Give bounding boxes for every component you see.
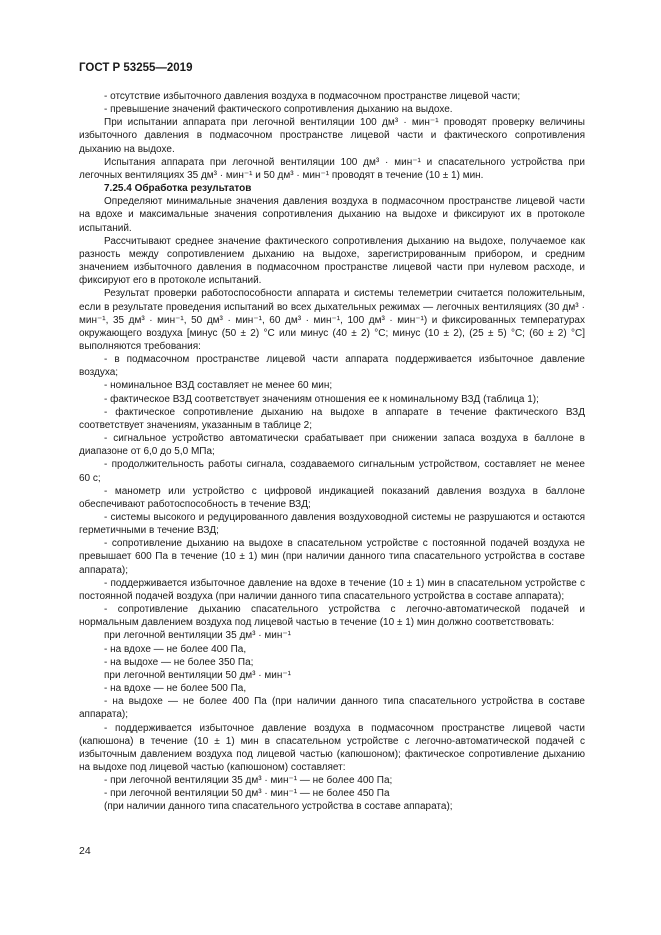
paragraph: Определяют минимальные значения давления воздуха в подмасочном пространстве лицевой части на вдохе и максимальные значения сопротивления дыханию на выдохе и фиксируют их в протоколе испытаний. xyxy=(79,196,585,234)
paragraph: При испытании аппарата при легочной вентиляции 100 дм³ · мин⁻¹ проводят проверку величины избыточного давления в подмасочном пространстве лицевой части и фактического сопротивления дыханию на выдохе. xyxy=(79,117,585,155)
list-item: - сопротивление дыханию спасательного устройства с легочно-автоматической подачей и нормальным давлением воздуха под лицевой частью в течение (10 ± 1) мин должно соответствовать: xyxy=(79,604,585,629)
list-item: (при наличии данного типа спасательного устройства в составе аппарата); xyxy=(104,801,453,813)
list-item: - в подмасочном пространстве лицевой части аппарата поддерживается избыточное давление воздуха; xyxy=(79,354,585,379)
document-body xyxy=(79,90,585,814)
list-item: - на выдохе — не более 350 Па; xyxy=(104,656,254,668)
list-item: - поддерживается избыточное давление воздуха в подмасочном пространстве лицевой части (капюшона) в течение (10 ± 1) мин в спасательном устройстве с легочно-автоматической подачей с избыточным давлением воздуха под лицевой частью (капюшоном); фактическое сопротивление дыханию на выдохе под лицевой частью (капюшоном) составляет: xyxy=(79,722,585,773)
paragraph: - превышение значений фактического сопротивления дыханию на выдохе. xyxy=(104,104,453,116)
list-item: - на вдохе — не более 500 Па, xyxy=(104,683,247,695)
list-item: - системы высокого и редуцированного давления воздуховодной системы не разрушаются и остаются герметичными в течение ВЗД; xyxy=(79,512,585,537)
list-item: - сигнальное устройство автоматически срабатывает при снижении запаса воздуха в баллоне в диапазоне от 6,0 до 5,0 МПа; xyxy=(79,433,585,458)
list-item: при легочной вентиляции 50 дм³ · мин⁻¹ xyxy=(104,669,291,681)
list-item: - при легочной вентиляции 50 дм³ · мин⁻¹ — не более 450 Па xyxy=(104,788,390,800)
list-item: - фактическое ВЗД соответствует значениям отношения ее к номинальному ВЗД (таблица 1); xyxy=(104,393,539,405)
list-item: - на вдохе — не более 400 Па, xyxy=(104,643,247,655)
paragraph: Результат проверки работоспособности аппарата и системы телеметрии считается положительным, если в результате проведения испытаний во всех дыхательных режимах — легочных вентиляциях (30 дм³ · мин⁻¹, 35 дм³ · мин⁻¹, 50 дм³ · мин⁻¹, 60 дм³ · мин⁻¹, 100 дм³ · мин⁻¹) и фиксированных температурах окружающего воздуха [минус (50 ± 2) °С или минус (40 ± 2) °С; минус (10 ± 2), (25 ± 5) °С; (60 ± 2) °С] выполняются требования: xyxy=(79,288,585,352)
list-item: - на выдохе — не более 400 Па (при наличии данного типа спасательного устройства в составе аппарата); xyxy=(79,696,585,721)
document-header: ГОСТ Р 53255—2019 xyxy=(79,62,193,74)
page-number: 24 xyxy=(79,845,91,857)
list-item: - манометр или устройство с цифровой индикацией показаний давления воздуха в баллоне обеспечивают работоспособность в течение ВЗД; xyxy=(79,485,585,510)
paragraph: - отсутствие избыточного давления воздуха в подмасочном пространстве лицевой части; xyxy=(104,91,521,102)
list-item: - продолжительность работы сигнала, создаваемого сигнальным устройством, составляет не менее 60 с; xyxy=(79,459,585,484)
list-item: при легочной вентиляции 35 дм³ · мин⁻¹ xyxy=(104,630,291,642)
list-item: - поддерживается избыточное давление на вдохе в течение (10 ± 1) мин в спасательном устройстве с постоянной подачей воздуха (при наличии данного типа спасательного устройства в составе аппарата); xyxy=(79,577,585,602)
list-item: - фактическое сопротивление дыханию на выдохе в аппарате в течение фактического ВЗД соответствует значениям, указанным в таблице 2; xyxy=(79,406,585,431)
list-item: - номинальное ВЗД составляет не менее 60 мин; xyxy=(104,380,333,392)
list-item: - сопротивление дыханию на выдохе в спасательном устройстве с постоянной подачей воздуха не превышает 600 Па в течение (10 ± 1) мин (при наличии данного типа спасательного устройства в составе аппарата); xyxy=(79,538,585,576)
paragraph: Испытания аппарата при легочной вентиляции 100 дм³ · мин⁻¹ и спасательного устройства при легочных вентиляциях 35 дм³ · мин⁻¹ и 50 дм³ · мин⁻¹ проводят в течение (10 ± 1) мин. xyxy=(79,156,585,181)
paragraph: Рассчитывают среднее значение фактического сопротивления дыханию на выдохе, получаемое как разность между сопротивлением дыханию на выдохе, зарегистрированным прибором, и средним значением избыточного давления в подмасочном пространстве лицевой части при нулевом расходе, и фиксируют его в протоколе испытаний. xyxy=(79,235,585,287)
list-item: - при легочной вентиляции 35 дм³ · мин⁻¹ — не более 400 Па; xyxy=(104,775,393,787)
section-heading: 7.25.4 Обработка результатов xyxy=(104,183,252,195)
